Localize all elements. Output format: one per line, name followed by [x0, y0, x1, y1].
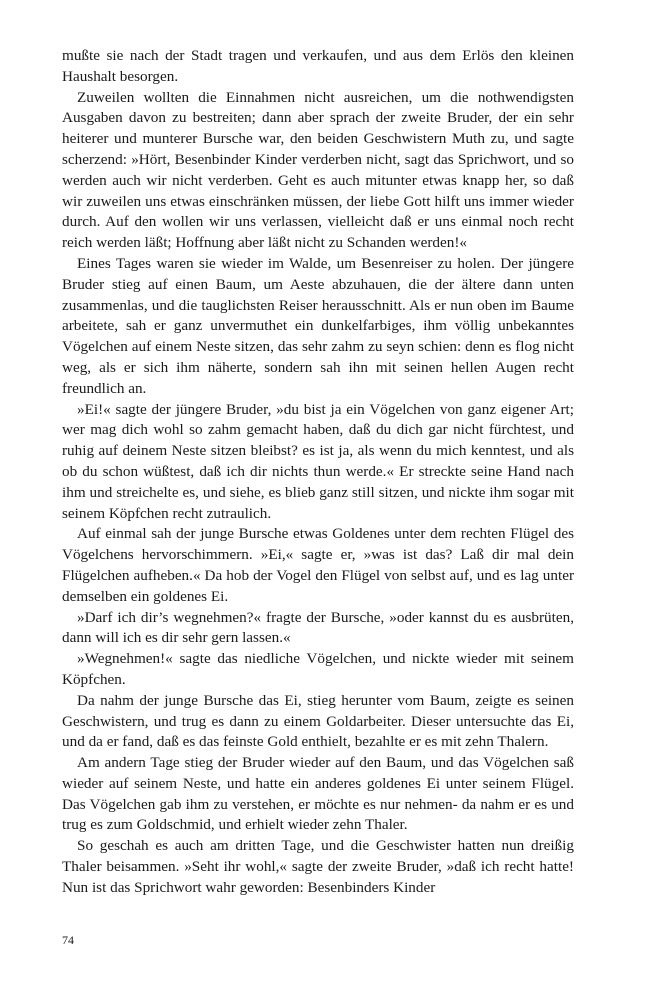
paragraph-4: »Ei!« sagte der jüngere Bruder, »du bist ja ein Vögelchen von ganz eigener Art; wer mag dich wohl so zahm gemacht haben, daß du dich gar nicht fürchtest, und ruhig auf deinem Neste sitzen bleibst? es ist ja, als wenn du mich kenntest, und als ob du schon wüßtest, daß ich dir nichts thun werde.« Er streckte seine Hand nach ihm und streichelte es, und siehe, es blieb ganz still sitzen, und nickte ihm sogar mit seinem Köpfchen recht zutraulich. [62, 400, 574, 522]
paragraph-10: So geschah es auch am dritten Tage, und die Geschwister hatten nun dreißig Thaler beisammen. »Seht ihr wohl,« sagte der zweite Bruder, »daß ich recht hatte! Nun ist das Sprichwort wahr geworden: Besenbinders Kinder [62, 837, 574, 896]
paragraph-2: Zuweilen wollten die Einnahmen nicht ausreichen, um die nothwendigsten Ausgaben davon zu bestreiten; dann aber sprach der zweite Bruder, der ein sehr heiterer und munterer Bursche war, den beiden Geschwistern Muth zu, und sagte scherzend: »Hört, Besenbinder Kinder verderben nicht, sagt das Sprichwort, und so werden auch wir nicht verderben. Geht es auch mitunter etwas knapp her, so daß wir zuweilen uns etwas einschränken müssen, der liebe Gott hilft uns immer wieder durch. Auf den wollen wir uns verlassen, vielleicht daß er uns einmal noch recht reich werden läßt; Hoffnung aber läßt nicht zu Schanden werden!« [62, 88, 574, 252]
paragraph-1: mußte sie nach der Stadt tragen und verkaufen, und aus dem Erlös den kleinen Haushalt besorgen. [62, 47, 574, 85]
paragraph-6: »Darf ich dir’s wegnehmen?« fragte der Bursche, »oder kannst du es ausbrüten, dann will ich es dir sehr gern lassen.« [62, 608, 574, 647]
paragraph-7: »Wegnehmen!« sagte das niedliche Vögelchen, und nickte wieder mit seinem Köpfchen. [62, 650, 574, 688]
paragraph-3: Eines Tages waren sie wieder im Walde, um Besenreiser zu holen. Der jüngere Bruder stieg auf einen Baum, um Aeste abzuhauen, die der ältere dann unten zusammenlas, und die tauglichsten Reiser herausschnitt. Als er nun oben im Baume arbeitete, sah er ganz unvermuthet ein dunkelfarbiges, ihm völlig unbekanntes Vögelchen auf einem Neste sitzen, das sehr zahm zu seyn schien: denn es flog nicht weg, als er sich ihm näherte, sondern sah ihn mit seinen hellen Augen recht freundlich an. [62, 254, 574, 397]
page-number: 74 [62, 933, 74, 947]
page-text-block [62, 46, 574, 899]
paragraph-9: Am andern Tage stieg der Bruder wieder auf den Baum, und das Vögelchen saß wieder auf seinem Neste, und hatte ein anderes goldenes Ei unter seinem Flügel. Das Vögelchen gab ihm zu verstehen, er möchte es nur nehmen- da nahm er es und trug es zum Goldschmid, und erhielt wieder zehn Thaler. [62, 754, 574, 834]
paragraph-8: Da nahm der junge Bursche das Ei, stieg herunter vom Baum, zeigte es seinen Geschwistern, und trug es dann zu einem Goldarbeiter. Dieser untersuchte das Ei, und da er fand, daß es das feinste Gold enthielt, bezahlte er es mit zehn Thalern. [62, 691, 574, 751]
paragraph-5: Auf einmal sah der junge Bursche etwas Goldenes unter dem rechten Flügel des Vögelchens hervorschimmern. »Ei,« sagte er, »was ist das? Laß dir mal dein Flügelchen aufheben.« Da hob der Vogel den Flügel von selbst auf, und es lag unter demselben ein goldenes Ei. [62, 525, 574, 605]
